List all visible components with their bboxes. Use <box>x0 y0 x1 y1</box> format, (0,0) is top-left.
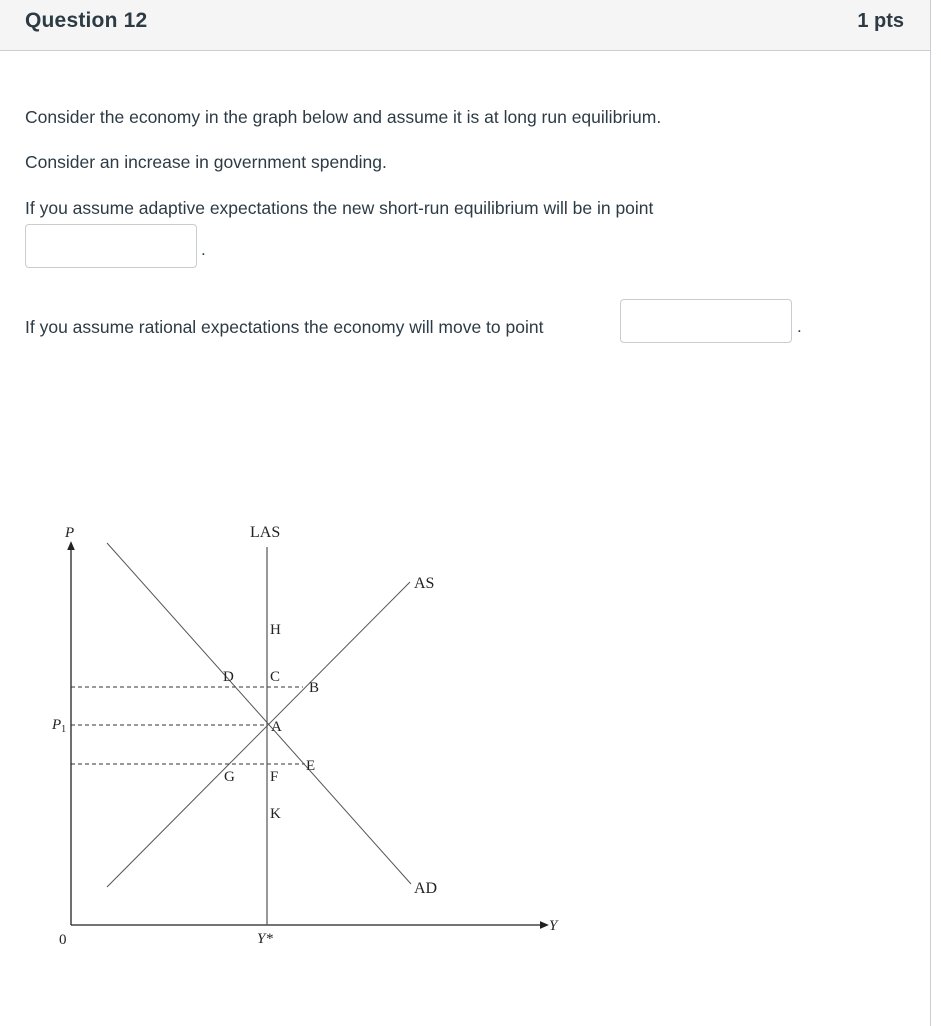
ad-label: AD <box>414 880 438 897</box>
question-title: Question 12 <box>25 9 148 32</box>
question-points: 1 pts <box>857 10 904 32</box>
output-axis-label: Y <box>549 918 558 934</box>
point-b-label: B <box>309 680 320 696</box>
point-k-label: K <box>270 806 281 822</box>
as-curve <box>107 582 410 887</box>
point-d-label: D <box>223 669 234 685</box>
blank2-period: . <box>797 317 802 336</box>
point-g-label: G <box>224 769 235 785</box>
price-axis-label: P <box>65 525 75 541</box>
p1-label: $P_1$ <box>52 717 67 735</box>
as-label: AS <box>414 575 435 592</box>
origin-label: 0 <box>59 932 67 948</box>
blank1-period: . <box>201 240 206 259</box>
ad-curve <box>107 543 411 884</box>
prompt-line-1: Consider the economy in the graph below and assume it is at long run equilibrium. <box>25 107 662 127</box>
point-e-label: E <box>306 758 316 774</box>
point-f-label: F <box>270 769 279 785</box>
point-a-label: A <box>271 719 282 735</box>
potential-output-label: Y* <box>257 931 273 947</box>
prompt-line-2: Consider an increase in government spending. <box>25 152 387 172</box>
prompt-line-3: If you assume adaptive expectations the new short-run equilibrium will be in point <box>25 198 654 218</box>
point-h-label: H <box>270 622 281 638</box>
prompt-line-4: If you assume rational expectations the economy will move to point <box>25 317 544 337</box>
las-label: LAS <box>250 524 281 541</box>
point-c-label: C <box>270 669 281 685</box>
